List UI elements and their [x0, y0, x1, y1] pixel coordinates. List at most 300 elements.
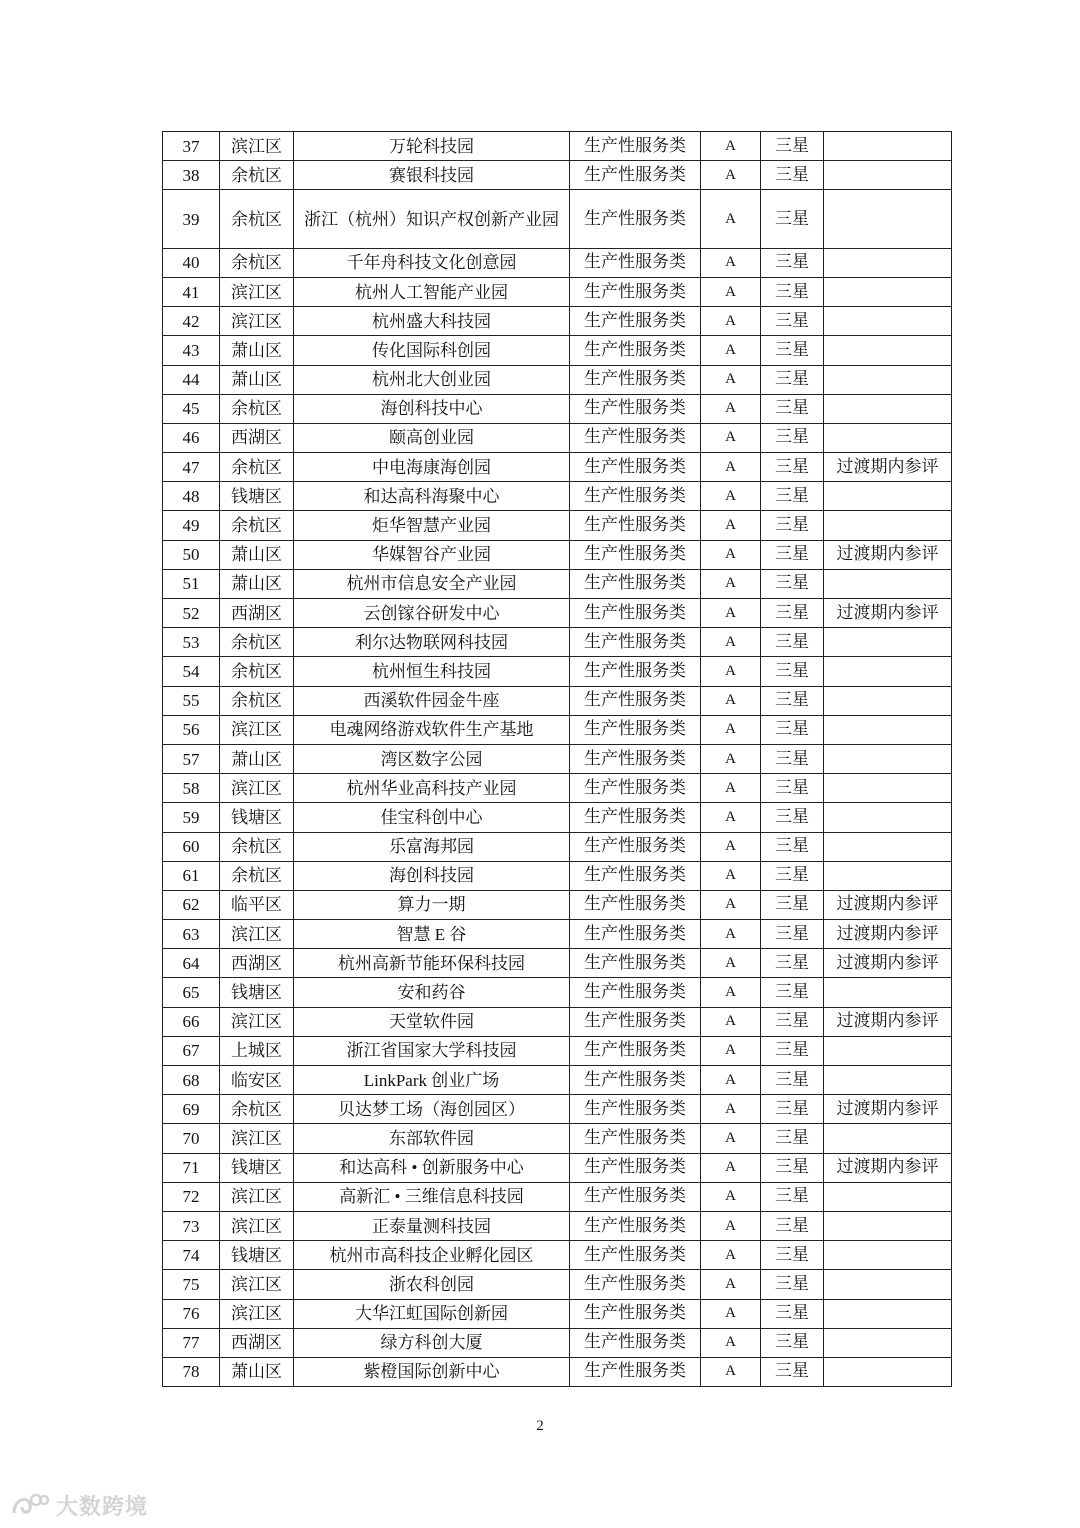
table-row	[163, 744, 952, 773]
cell-district: 临平区	[220, 890, 294, 919]
cell-grade: A	[701, 1328, 761, 1357]
cell-note	[824, 569, 952, 598]
cell-grade: A	[701, 307, 761, 336]
cell-star-rating: 三星	[761, 1095, 824, 1124]
cell-star-rating: 三星	[761, 482, 824, 511]
cell-row-number: 52	[163, 599, 220, 628]
cell-category: 生产性服务类	[570, 482, 701, 511]
cell-note	[824, 1357, 952, 1386]
table-row	[163, 1357, 952, 1386]
table-row	[163, 628, 952, 657]
cell-star-rating: 三星	[761, 1270, 824, 1299]
cell-district: 滨江区	[220, 277, 294, 306]
cell-note	[824, 686, 952, 715]
cell-park-name: 万轮科技园	[294, 132, 570, 161]
table-row	[163, 336, 952, 365]
cell-row-number: 43	[163, 336, 220, 365]
table-row	[163, 248, 952, 277]
cell-star-rating: 三星	[761, 657, 824, 686]
cell-note	[824, 1124, 952, 1153]
cell-row-number: 58	[163, 774, 220, 803]
cell-note	[824, 1299, 952, 1328]
cell-park-name: 绿方科创大厦	[294, 1328, 570, 1357]
cell-grade: A	[701, 1153, 761, 1182]
cell-star-rating: 三星	[761, 949, 824, 978]
cell-star-rating: 三星	[761, 540, 824, 569]
table-row	[163, 715, 952, 744]
cell-grade: A	[701, 774, 761, 803]
cell-park-name: 正泰量测科技园	[294, 1211, 570, 1240]
cell-note	[824, 978, 952, 1007]
page-number: 2	[536, 1418, 544, 1434]
table-row	[163, 1153, 952, 1182]
cell-note: 过渡期内参评	[824, 1153, 952, 1182]
cell-park-name: 和达高科海聚中心	[294, 482, 570, 511]
cell-note	[824, 423, 952, 452]
cell-district: 滨江区	[220, 774, 294, 803]
cell-district: 萧山区	[220, 1357, 294, 1386]
cell-row-number: 42	[163, 307, 220, 336]
cell-district: 西湖区	[220, 1328, 294, 1357]
cell-row-number: 65	[163, 978, 220, 1007]
cell-district: 滨江区	[220, 1211, 294, 1240]
cell-star-rating: 三星	[761, 861, 824, 890]
cell-district: 余杭区	[220, 832, 294, 861]
cell-park-name: 杭州人工智能产业园	[294, 277, 570, 306]
cell-grade: A	[701, 1182, 761, 1211]
cell-park-name: 智慧 E 谷	[294, 920, 570, 949]
cell-row-number: 74	[163, 1241, 220, 1270]
table-row	[163, 190, 952, 248]
cell-star-rating: 三星	[761, 1182, 824, 1211]
cell-grade: A	[701, 920, 761, 949]
cell-note	[824, 774, 952, 803]
cell-note	[824, 832, 952, 861]
table-row	[163, 657, 952, 686]
cell-district: 钱塘区	[220, 1153, 294, 1182]
cell-district: 滨江区	[220, 1182, 294, 1211]
cell-row-number: 62	[163, 890, 220, 919]
cell-category: 生产性服务类	[570, 453, 701, 482]
cell-note	[824, 482, 952, 511]
cell-grade: A	[701, 715, 761, 744]
cell-note	[824, 336, 952, 365]
cell-park-name: 海创科技中心	[294, 394, 570, 423]
cell-district: 萧山区	[220, 744, 294, 773]
cell-grade: A	[701, 890, 761, 919]
park-list-table	[162, 131, 952, 1387]
cell-star-rating: 三星	[761, 336, 824, 365]
cell-category: 生产性服务类	[570, 1036, 701, 1065]
table-row	[163, 1066, 952, 1095]
cell-grade: A	[701, 978, 761, 1007]
cell-star-rating: 三星	[761, 1241, 824, 1270]
cell-row-number: 53	[163, 628, 220, 657]
cell-star-rating: 三星	[761, 307, 824, 336]
cell-note	[824, 248, 952, 277]
cell-district: 滨江区	[220, 307, 294, 336]
table-row	[163, 1095, 952, 1124]
cell-category: 生产性服务类	[570, 861, 701, 890]
cell-row-number: 71	[163, 1153, 220, 1182]
cell-grade: A	[701, 1241, 761, 1270]
cell-star-rating: 三星	[761, 1036, 824, 1065]
cell-note	[824, 307, 952, 336]
cell-park-name: 安和药谷	[294, 978, 570, 1007]
cell-category: 生产性服务类	[570, 1153, 701, 1182]
cell-district: 西湖区	[220, 949, 294, 978]
cell-park-name: 浙农科创园	[294, 1270, 570, 1299]
cell-category: 生产性服务类	[570, 1270, 701, 1299]
cell-star-rating: 三星	[761, 1153, 824, 1182]
cell-star-rating: 三星	[761, 744, 824, 773]
cell-grade: A	[701, 803, 761, 832]
table-row	[163, 1124, 952, 1153]
cell-note	[824, 1036, 952, 1065]
cell-note: 过渡期内参评	[824, 599, 952, 628]
cell-star-rating: 三星	[761, 1299, 824, 1328]
cell-park-name: 杭州市信息安全产业园	[294, 569, 570, 598]
cell-grade: A	[701, 569, 761, 598]
cell-district: 临安区	[220, 1066, 294, 1095]
cell-park-name: 浙江省国家大学科技园	[294, 1036, 570, 1065]
cell-district: 滨江区	[220, 132, 294, 161]
watermark	[10, 1490, 148, 1521]
cell-row-number: 78	[163, 1357, 220, 1386]
cell-category: 生产性服务类	[570, 336, 701, 365]
cell-category: 生产性服务类	[570, 161, 701, 190]
table-row	[163, 540, 952, 569]
cell-category: 生产性服务类	[570, 803, 701, 832]
cell-grade: A	[701, 336, 761, 365]
cell-row-number: 63	[163, 920, 220, 949]
cell-park-name: 高新汇 • 三维信息科技园	[294, 1182, 570, 1211]
cell-grade: A	[701, 1124, 761, 1153]
cell-row-number: 47	[163, 453, 220, 482]
cell-grade: A	[701, 132, 761, 161]
cell-note	[824, 744, 952, 773]
cell-district: 余杭区	[220, 628, 294, 657]
table-row	[163, 599, 952, 628]
cell-star-rating: 三星	[761, 511, 824, 540]
cell-category: 生产性服务类	[570, 1095, 701, 1124]
cell-grade: A	[701, 1007, 761, 1036]
cell-park-name: 千年舟科技文化创意园	[294, 248, 570, 277]
cell-star-rating: 三星	[761, 803, 824, 832]
cell-park-name: 西溪软件园金牛座	[294, 686, 570, 715]
cell-park-name: 杭州盛大科技园	[294, 307, 570, 336]
cell-star-rating: 三星	[761, 978, 824, 1007]
cell-row-number: 72	[163, 1182, 220, 1211]
cell-category: 生产性服务类	[570, 1124, 701, 1153]
cell-grade: A	[701, 540, 761, 569]
cell-district: 余杭区	[220, 657, 294, 686]
cell-grade: A	[701, 1357, 761, 1386]
table-row	[163, 1036, 952, 1065]
table-row	[163, 394, 952, 423]
cell-grade: A	[701, 744, 761, 773]
cell-category: 生产性服务类	[570, 1299, 701, 1328]
cell-star-rating: 三星	[761, 394, 824, 423]
cell-note	[824, 277, 952, 306]
cell-star-rating: 三星	[761, 1211, 824, 1240]
cell-row-number: 77	[163, 1328, 220, 1357]
cell-category: 生产性服务类	[570, 715, 701, 744]
cell-category: 生产性服务类	[570, 1357, 701, 1386]
cell-note	[824, 1182, 952, 1211]
cell-row-number: 67	[163, 1036, 220, 1065]
cell-park-name: 杭州市高科技企业孵化园区	[294, 1241, 570, 1270]
cell-district: 余杭区	[220, 1095, 294, 1124]
table-row	[163, 569, 952, 598]
cell-star-rating: 三星	[761, 1357, 824, 1386]
cell-row-number: 37	[163, 132, 220, 161]
cell-category: 生产性服务类	[570, 1182, 701, 1211]
cell-district: 钱塘区	[220, 1241, 294, 1270]
cell-district: 余杭区	[220, 861, 294, 890]
cell-grade: A	[701, 453, 761, 482]
cell-category: 生产性服务类	[570, 744, 701, 773]
watermark-text: 大数跨境	[56, 1495, 149, 1520]
cell-category: 生产性服务类	[570, 277, 701, 306]
cell-grade: A	[701, 1270, 761, 1299]
cell-grade: A	[701, 394, 761, 423]
table-row	[163, 1299, 952, 1328]
cell-district: 上城区	[220, 1036, 294, 1065]
cell-park-name: 算力一期	[294, 890, 570, 919]
cell-star-rating: 三星	[761, 132, 824, 161]
cell-star-rating: 三星	[761, 1066, 824, 1095]
cell-row-number: 50	[163, 540, 220, 569]
table-row	[163, 686, 952, 715]
cell-district: 钱塘区	[220, 978, 294, 1007]
table-row	[163, 774, 952, 803]
cell-row-number: 75	[163, 1270, 220, 1299]
cell-note: 过渡期内参评	[824, 949, 952, 978]
cell-district: 滨江区	[220, 1270, 294, 1299]
cell-district: 滨江区	[220, 1007, 294, 1036]
cell-category: 生产性服务类	[570, 132, 701, 161]
cell-star-rating: 三星	[761, 453, 824, 482]
cell-note	[824, 161, 952, 190]
cell-star-rating: 三星	[761, 569, 824, 598]
table-row	[163, 1182, 952, 1211]
cell-star-rating: 三星	[761, 599, 824, 628]
table-row	[163, 1007, 952, 1036]
cell-district: 滨江区	[220, 1299, 294, 1328]
table-row	[163, 277, 952, 306]
cell-row-number: 56	[163, 715, 220, 744]
cell-grade: A	[701, 248, 761, 277]
cell-note	[824, 628, 952, 657]
table-row	[163, 307, 952, 336]
cell-park-name: 利尔达物联网科技园	[294, 628, 570, 657]
cell-park-name: 浙江（杭州）知识产权创新产业园	[294, 190, 570, 248]
cell-row-number: 64	[163, 949, 220, 978]
cell-district: 西湖区	[220, 423, 294, 452]
cell-grade: A	[701, 599, 761, 628]
cell-row-number: 70	[163, 1124, 220, 1153]
cell-district: 萧山区	[220, 540, 294, 569]
cell-grade: A	[701, 686, 761, 715]
cell-category: 生产性服务类	[570, 511, 701, 540]
cell-note	[824, 1211, 952, 1240]
table-row	[163, 1328, 952, 1357]
cell-star-rating: 三星	[761, 423, 824, 452]
table-row	[163, 920, 952, 949]
cell-district: 余杭区	[220, 453, 294, 482]
cell-park-name: 海创科技园	[294, 861, 570, 890]
cell-category: 生产性服务类	[570, 1241, 701, 1270]
table-row	[163, 1211, 952, 1240]
cell-note	[824, 190, 952, 248]
cell-park-name: 杭州北大创业园	[294, 365, 570, 394]
cell-park-name: 颐高创业园	[294, 423, 570, 452]
cell-grade: A	[701, 861, 761, 890]
cell-note: 过渡期内参评	[824, 453, 952, 482]
cell-category: 生产性服务类	[570, 920, 701, 949]
cell-category: 生产性服务类	[570, 190, 701, 248]
cell-park-name: 贝达梦工场（海创园区）	[294, 1095, 570, 1124]
cell-note	[824, 1241, 952, 1270]
cell-category: 生产性服务类	[570, 1007, 701, 1036]
cell-park-name: 天堂软件园	[294, 1007, 570, 1036]
table-row	[163, 511, 952, 540]
cell-park-name: 云创镓谷研发中心	[294, 599, 570, 628]
cell-park-name: 杭州恒生科技园	[294, 657, 570, 686]
cell-category: 生产性服务类	[570, 978, 701, 1007]
cell-park-name: 杭州高新节能环保科技园	[294, 949, 570, 978]
cell-district: 钱塘区	[220, 482, 294, 511]
cell-category: 生产性服务类	[570, 1211, 701, 1240]
table-row	[163, 861, 952, 890]
cell-grade: A	[701, 628, 761, 657]
cell-park-name: 中电海康海创园	[294, 453, 570, 482]
cell-district: 西湖区	[220, 599, 294, 628]
cell-star-rating: 三星	[761, 628, 824, 657]
cell-park-name: 赛银科技园	[294, 161, 570, 190]
cell-category: 生产性服务类	[570, 890, 701, 919]
cell-star-rating: 三星	[761, 920, 824, 949]
cell-district: 余杭区	[220, 686, 294, 715]
cell-category: 生产性服务类	[570, 628, 701, 657]
cell-row-number: 44	[163, 365, 220, 394]
cell-note: 过渡期内参评	[824, 540, 952, 569]
cell-district: 滨江区	[220, 715, 294, 744]
cell-note	[824, 511, 952, 540]
table-row	[163, 1241, 952, 1270]
table-row	[163, 132, 952, 161]
cell-park-name: 炬华智慧产业园	[294, 511, 570, 540]
cell-note	[824, 394, 952, 423]
cell-grade: A	[701, 1211, 761, 1240]
cell-grade: A	[701, 1299, 761, 1328]
cell-district: 余杭区	[220, 511, 294, 540]
cell-star-rating: 三星	[761, 1007, 824, 1036]
cell-grade: A	[701, 482, 761, 511]
cell-note	[824, 1328, 952, 1357]
cell-note: 过渡期内参评	[824, 1007, 952, 1036]
cell-park-name: 华媒智谷产业园	[294, 540, 570, 569]
table-row	[163, 482, 952, 511]
cell-note	[824, 657, 952, 686]
cell-category: 生产性服务类	[570, 307, 701, 336]
cell-row-number: 45	[163, 394, 220, 423]
cell-star-rating: 三星	[761, 774, 824, 803]
cell-row-number: 59	[163, 803, 220, 832]
cell-category: 生产性服务类	[570, 832, 701, 861]
cell-park-name: 紫橙国际创新中心	[294, 1357, 570, 1386]
cell-category: 生产性服务类	[570, 569, 701, 598]
cell-note	[824, 1270, 952, 1299]
cell-row-number: 55	[163, 686, 220, 715]
cell-star-rating: 三星	[761, 715, 824, 744]
cell-star-rating: 三星	[761, 248, 824, 277]
cell-star-rating: 三星	[761, 277, 824, 306]
cell-category: 生产性服务类	[570, 365, 701, 394]
cell-category: 生产性服务类	[570, 248, 701, 277]
cell-row-number: 54	[163, 657, 220, 686]
cell-park-name: 电魂网络游戏软件生产基地	[294, 715, 570, 744]
cell-park-name: 东部软件园	[294, 1124, 570, 1153]
cell-category: 生产性服务类	[570, 949, 701, 978]
cell-note: 过渡期内参评	[824, 1095, 952, 1124]
cell-grade: A	[701, 190, 761, 248]
cell-park-name: 和达高科 • 创新服务中心	[294, 1153, 570, 1182]
cell-row-number: 73	[163, 1211, 220, 1240]
cell-grade: A	[701, 161, 761, 190]
cell-note	[824, 715, 952, 744]
cell-row-number: 76	[163, 1299, 220, 1328]
cell-row-number: 40	[163, 248, 220, 277]
cell-grade: A	[701, 511, 761, 540]
cell-category: 生产性服务类	[570, 1328, 701, 1357]
cell-row-number: 46	[163, 423, 220, 452]
cell-row-number: 57	[163, 744, 220, 773]
cell-star-rating: 三星	[761, 1328, 824, 1357]
cell-grade: A	[701, 277, 761, 306]
cell-park-name: 乐富海邦园	[294, 832, 570, 861]
table-row	[163, 161, 952, 190]
cell-category: 生产性服务类	[570, 774, 701, 803]
cell-category: 生产性服务类	[570, 423, 701, 452]
cell-note: 过渡期内参评	[824, 890, 952, 919]
table-row	[163, 423, 952, 452]
cell-star-rating: 三星	[761, 161, 824, 190]
cell-note	[824, 1066, 952, 1095]
cell-district: 余杭区	[220, 394, 294, 423]
cell-district: 萧山区	[220, 365, 294, 394]
table-row	[163, 803, 952, 832]
cell-park-name: 湾区数字公园	[294, 744, 570, 773]
table-row	[163, 949, 952, 978]
cell-row-number: 38	[163, 161, 220, 190]
cell-category: 生产性服务类	[570, 657, 701, 686]
cell-row-number: 60	[163, 832, 220, 861]
cell-star-rating: 三星	[761, 190, 824, 248]
cell-grade: A	[701, 1095, 761, 1124]
table-row	[163, 832, 952, 861]
cell-district: 钱塘区	[220, 803, 294, 832]
cell-category: 生产性服务类	[570, 1066, 701, 1095]
cell-row-number: 49	[163, 511, 220, 540]
cell-district: 余杭区	[220, 248, 294, 277]
table-row	[163, 1270, 952, 1299]
cell-grade: A	[701, 949, 761, 978]
cell-star-rating: 三星	[761, 686, 824, 715]
cell-row-number: 69	[163, 1095, 220, 1124]
cell-grade: A	[701, 657, 761, 686]
